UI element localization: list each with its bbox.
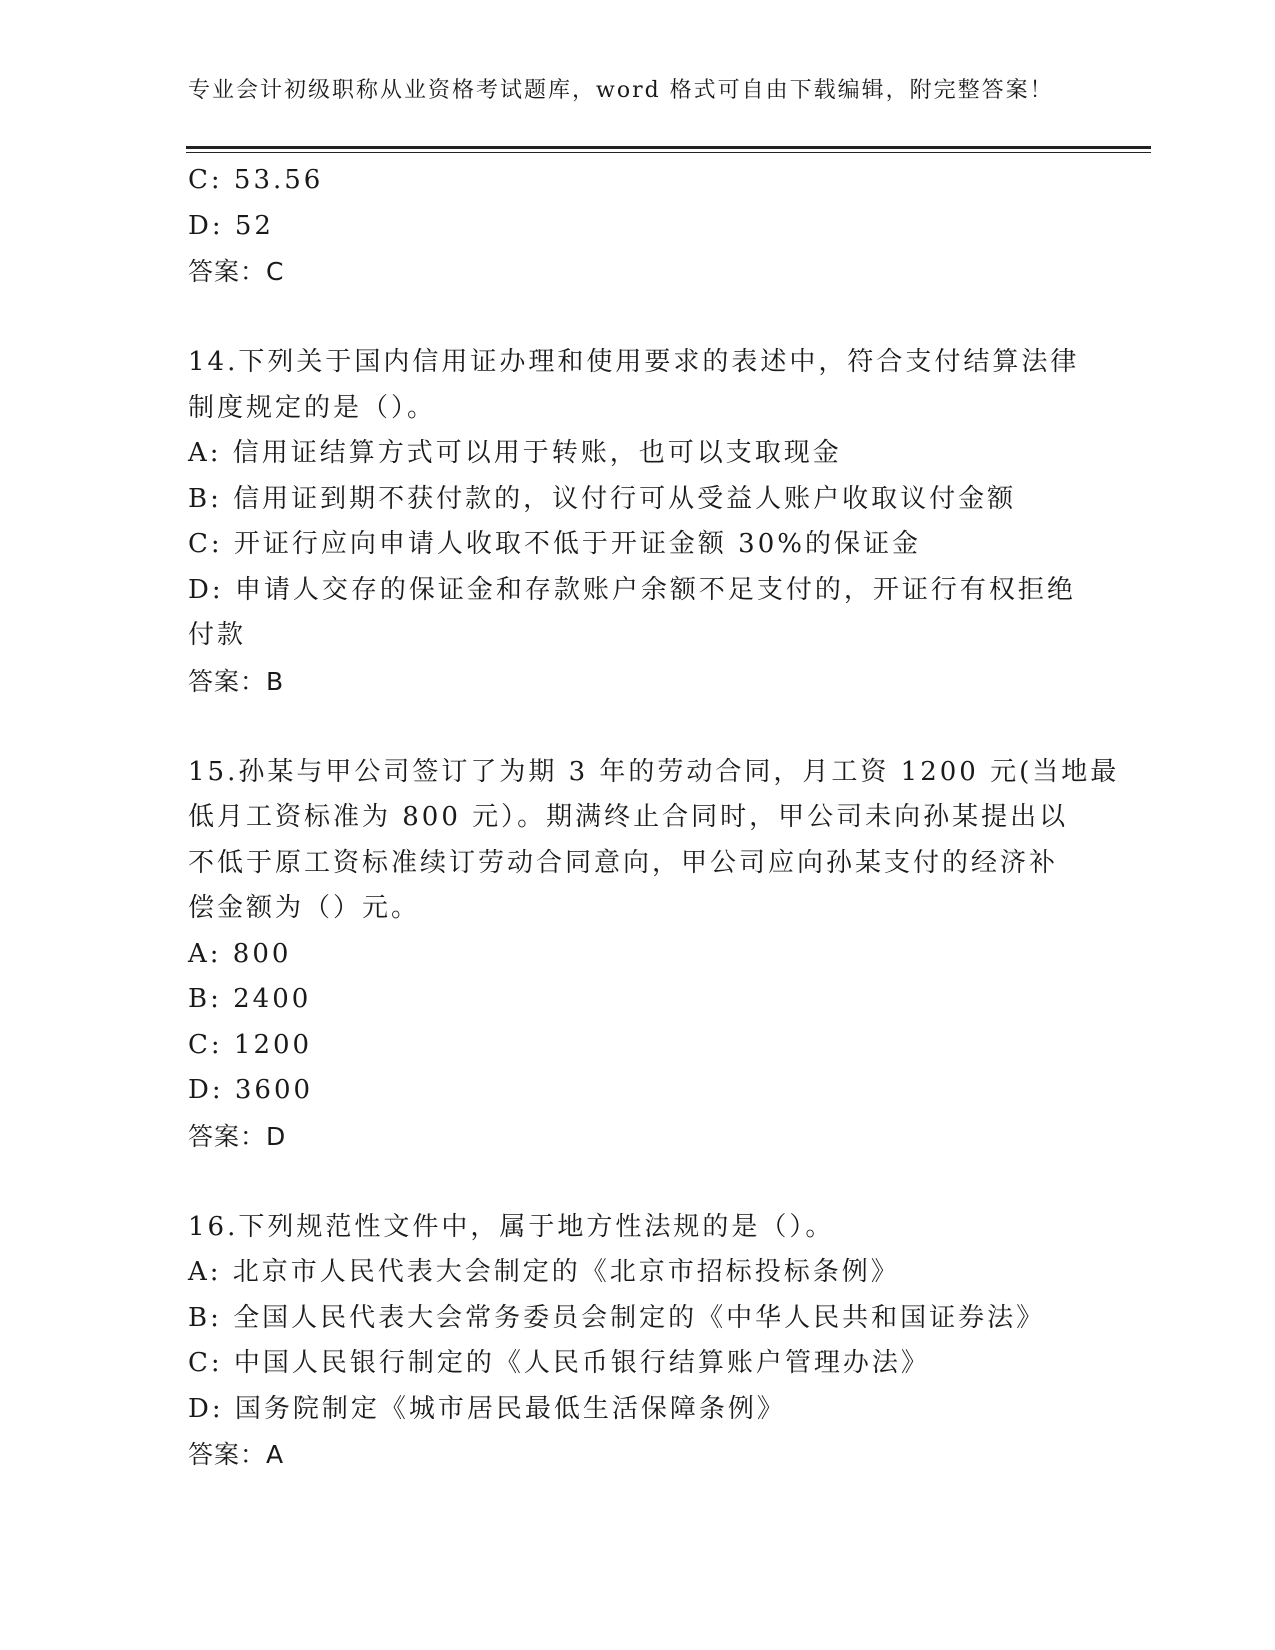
question-block [188,1205,1088,1478]
header-rule-thin [186,152,1151,153]
option-line: B: 信用证到期不获付款的，议付行可从受益人账户收取议付金额 [188,483,1017,514]
previous-question-fragment [188,158,1088,295]
question-stem-line: 15.孙某与甲公司签订了为期 3 年的劳动合同，月工资 1200 元(当地最 [188,756,1120,787]
option-line: A: 800 [188,938,292,969]
question-block [188,750,1120,1160]
answer-line: 答案：D [188,1121,287,1151]
option-line: 付款 [188,620,247,650]
question-stem-line: 不低于原工资标准续订劳动合同意向，甲公司应向孙某支付的经济补 [188,847,1059,878]
option-line: D: 3600 [188,1075,314,1105]
option-line: C: 1200 [188,1029,313,1060]
answer-line: 答案：A [188,1440,285,1469]
option-line: A: 信用证结算方式可以用于转账，也可以支取现金 [188,438,842,468]
question-stem-line: 14.下列关于国内信用证办理和使用要求的表述中，符合支付结算法律 [188,347,1080,377]
option-line: C: 开证行应向申请人收取不低于开证金额 30%的保证金 [188,529,921,559]
option-line: C: 53.56 [188,165,324,195]
option-line: B: 2400 [188,984,312,1014]
option-line: B: 全国人民代表大会常务委员会制定的《中华人民共和国证券法》 [188,1302,1046,1333]
header-rule-thick [186,146,1151,149]
question-stem-line: 低月工资标准为 800 元）。期满终止合同时，甲公司未向孙某提出以 [188,802,1069,832]
question-block [188,340,1088,704]
option-line: D: 申请人交存的保证金和存款账户余额不足支付的，开证行有权拒绝 [188,574,1076,605]
question-stem-line: 制度规定的是（）。 [188,392,437,423]
question-content [188,158,1120,1478]
option-line: C: 中国人民银行制定的《人民币银行结算账户管理办法》 [188,1348,930,1378]
option-line: D: 52 [188,210,274,241]
question-stem-line: 16.下列规范性文件中，属于地方性法规的是（）。 [188,1211,835,1242]
question-stem-line: 偿金额为（）元。 [188,893,421,923]
answer-line: 答案：B [188,666,285,696]
page-header: 专业会计初级职称从业资格考试题库，word 格式可自由下载编辑，附完整答案！ [188,78,1054,103]
option-line: D: 国务院制定《城市居民最低生活保障条例》 [188,1393,786,1424]
answer-line: 答案：C [188,257,285,286]
option-line: A: 北京市人民代表大会制定的《北京市招标投标条例》 [188,1257,900,1287]
